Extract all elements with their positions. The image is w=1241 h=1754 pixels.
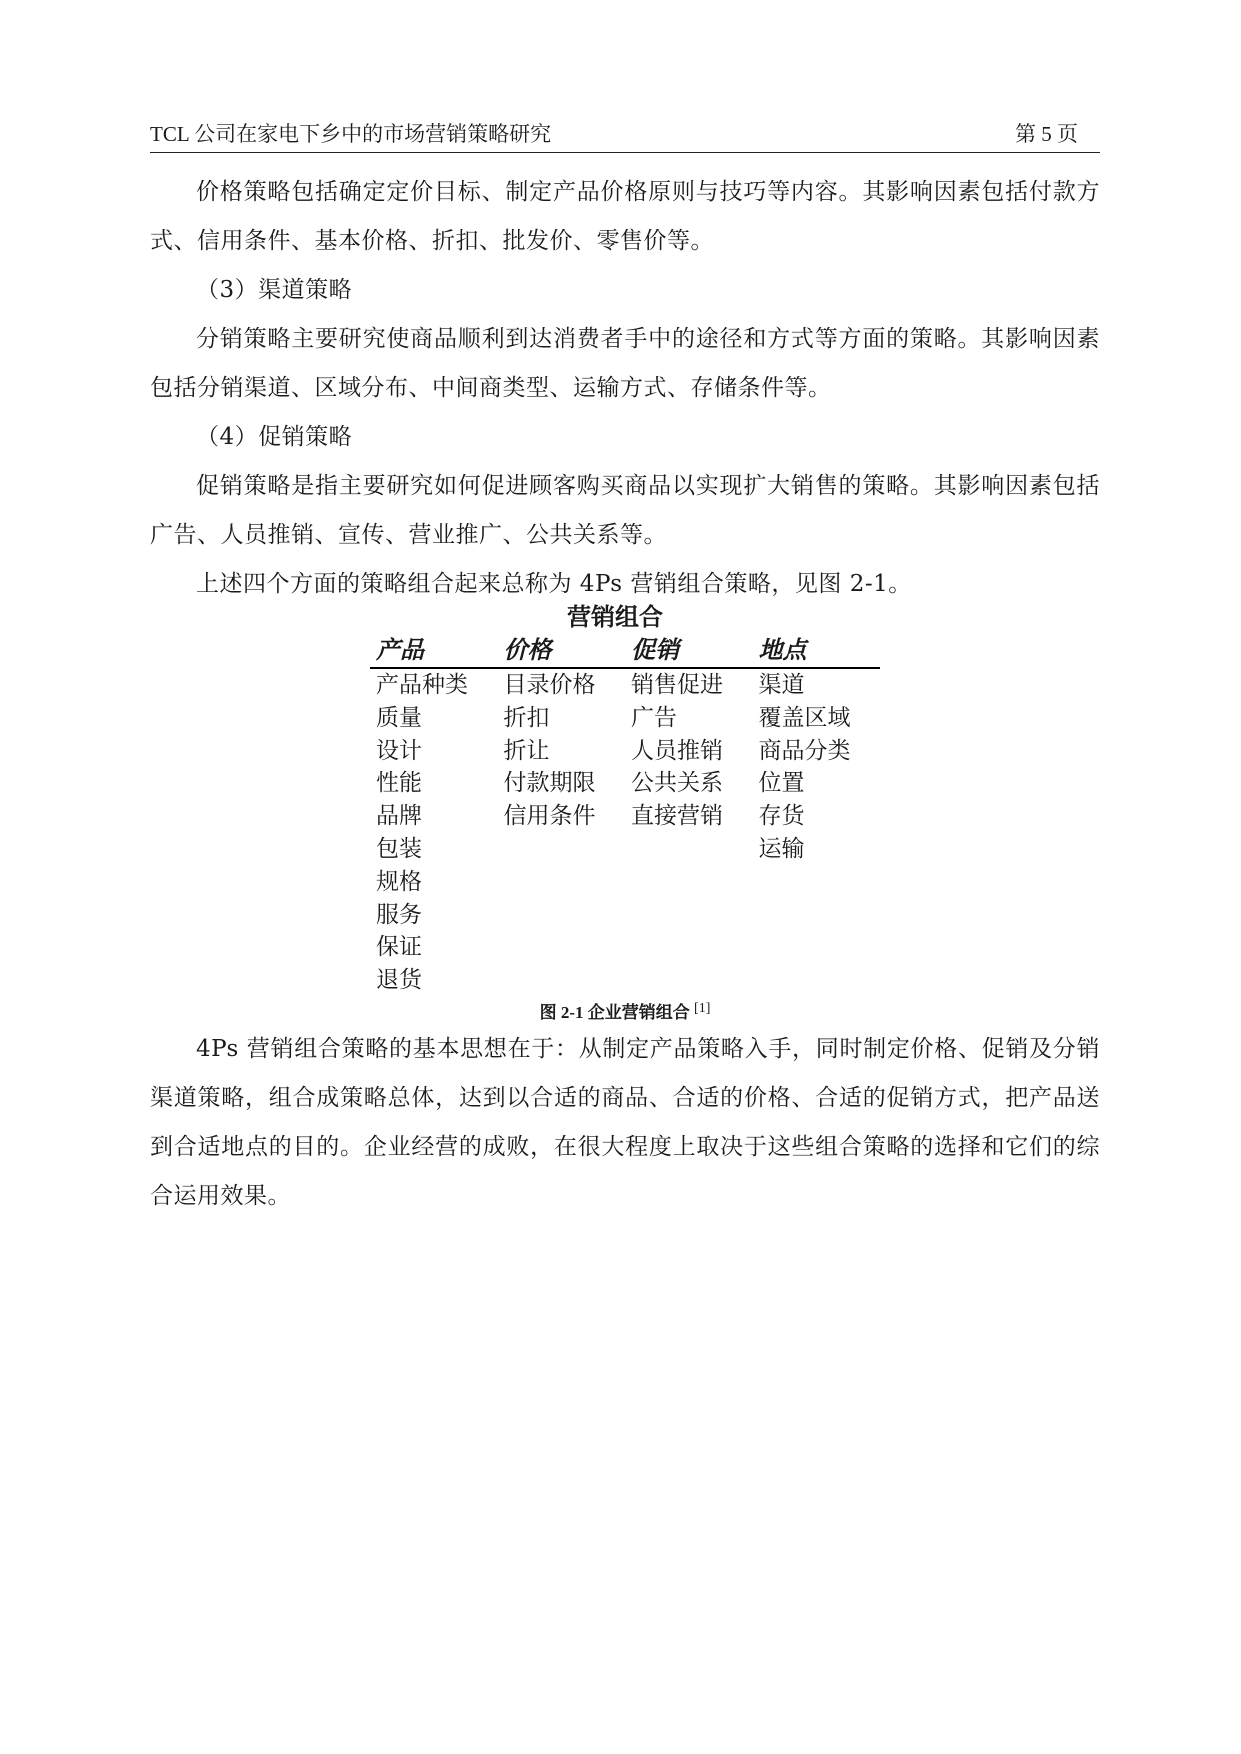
list-item: 直接营销 bbox=[631, 803, 723, 830]
column-head-product: 产品 bbox=[376, 636, 424, 664]
list-item: 付款期限 bbox=[503, 770, 596, 797]
list-item: 规格 bbox=[376, 868, 422, 895]
list-item: 信用条件 bbox=[503, 803, 596, 830]
list-item: 渠道 bbox=[758, 672, 805, 698]
list-item: 公共关系 bbox=[631, 770, 723, 797]
list-item: 产品种类 bbox=[376, 672, 468, 698]
paragraph-channel-strategy: 分销策略主要研究使商品顺利到达消费者手中的途径和方式等方面的策略。其影响因素包括分销渠道、区域分布、中间商类型、运输方式、存储条件等。 bbox=[150, 326, 1100, 401]
marketing-mix-figure bbox=[370, 600, 880, 997]
list-item: 运输 bbox=[758, 835, 805, 862]
column-promotion bbox=[625, 669, 753, 997]
figure-columns bbox=[370, 669, 880, 997]
page-number: 第 5 页 bbox=[1015, 122, 1078, 146]
list-item: 折让 bbox=[503, 737, 550, 764]
list-item: 服务 bbox=[376, 901, 422, 928]
list-item: 商品分类 bbox=[758, 737, 851, 764]
list-item: 质量 bbox=[376, 704, 422, 731]
caption-reference: [1] bbox=[694, 1001, 711, 1016]
list-item: 广告 bbox=[631, 704, 677, 731]
column-head-place: 地点 bbox=[758, 636, 807, 664]
paragraph-promotion-strategy: 促销策略是指主要研究如何促进顾客购买商品以实现扩大销售的策略。其影响因素包括广告、人员推销、宣传、营业推广、公共关系等。 bbox=[150, 473, 1100, 548]
column-head-promotion: 促销 bbox=[631, 636, 679, 664]
list-item: 设计 bbox=[376, 737, 422, 764]
caption-text: 图 2-1 企业营销组合 bbox=[539, 1003, 690, 1022]
figure-title: 营销组合 bbox=[567, 603, 663, 631]
list-item: 人员推销 bbox=[631, 737, 723, 764]
figure-caption bbox=[370, 998, 880, 1023]
paragraph-4ps-intro: 上述四个方面的策略组合起来总称为 4Ps 营销组合策略，见图 2-1。 bbox=[196, 571, 912, 597]
column-place bbox=[753, 669, 881, 997]
column-product bbox=[370, 669, 498, 997]
column-head-price: 价格 bbox=[503, 636, 552, 664]
list-item: 包装 bbox=[376, 835, 422, 862]
column-price bbox=[498, 669, 626, 997]
list-item: 位置 bbox=[758, 770, 805, 797]
figure-header-row bbox=[370, 634, 880, 669]
body-text-bottom bbox=[150, 1025, 1100, 1221]
page-header bbox=[150, 118, 1100, 153]
list-item: 性能 bbox=[376, 770, 422, 797]
paragraph-4ps-idea: 4Ps 营销组合策略的基本思想在于：从制定产品策略入手，同时制定价格、促销及分销渠道策略，组合成策略总体，达到以合适的商品、合适的价格、合适的促销方式，把产品送到合适地点的目的。企业经营的成败，在很大程度上取决于这些组合策略的选择和它们的综合运用效果。 bbox=[150, 1036, 1100, 1209]
list-item: 品牌 bbox=[376, 803, 422, 830]
body-text-top bbox=[150, 168, 1100, 609]
list-item: 保证 bbox=[376, 934, 422, 961]
header-title: TCL 公司在家电下乡中的市场营销策略研究 bbox=[150, 122, 552, 146]
list-item: 退货 bbox=[376, 967, 422, 994]
list-item: 折扣 bbox=[503, 704, 550, 731]
heading-promotion-strategy: （4）促销策略 bbox=[196, 424, 353, 450]
list-item: 销售促进 bbox=[631, 672, 723, 698]
paragraph-price-strategy: 价格策略包括确定定价目标、制定产品价格原则与技巧等内容。其影响因素包括付款方式、信用条件、基本价格、折扣、批发价、零售价等。 bbox=[150, 179, 1100, 254]
list-item: 目录价格 bbox=[503, 672, 596, 698]
list-item: 覆盖区域 bbox=[758, 704, 851, 731]
list-item: 存货 bbox=[758, 803, 805, 830]
heading-channel-strategy: （3）渠道策略 bbox=[196, 277, 353, 303]
